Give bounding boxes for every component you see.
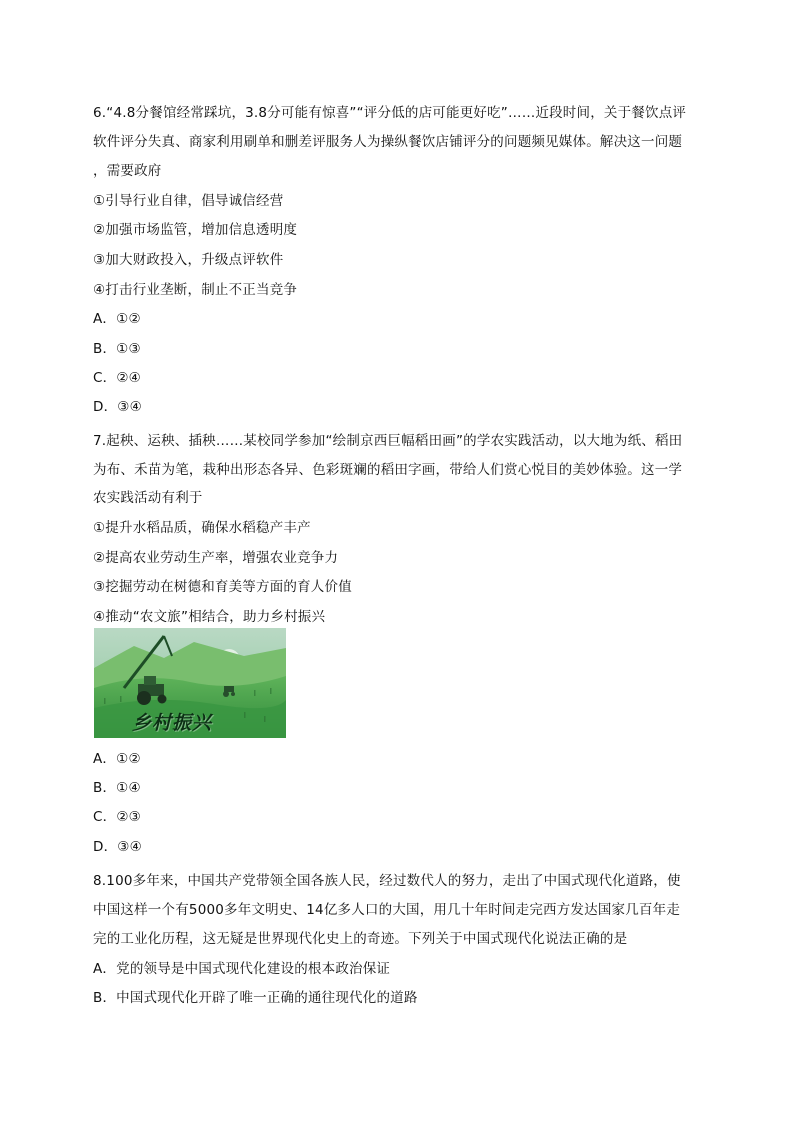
q6-item-2: ②加强市场监管，增加信息透明度: [93, 222, 298, 238]
q7-stem-line-3: 农实践活动有利于: [93, 490, 203, 506]
q8-stem-line-1: 8.100多年来，中国共产党带领全国各族人民，经过数代人的努力，走出了中国式现代化道路，使: [93, 873, 681, 889]
q7-option-c[interactable]: C．②③: [93, 809, 141, 825]
q7-option-d[interactable]: D．③④: [93, 839, 142, 855]
q8-option-a[interactable]: A．党的领导是中国式现代化建设的根本政治保证: [93, 961, 391, 977]
q7-item-3: ③挖掘劳动在树德和育美等方面的育人价值: [93, 579, 352, 595]
q6-option-a[interactable]: A．①②: [93, 311, 141, 327]
q6-item-4: ④打击行业垄断，制止不正当竞争: [93, 282, 298, 298]
q6-item-3: ③加大财政投入，升级点评软件: [93, 252, 284, 268]
q7-stem-line-2: 为布、禾苗为笔，栽种出形态各异、色彩斑斓的稻田字画，带给人们赏心悦目的美妙体验。这一学: [93, 462, 683, 478]
rural-revitalization-image: [94, 628, 286, 738]
q7-item-4: ④推动“农文旅”相结合，助力乡村振兴: [93, 609, 326, 625]
q8-stem-line-2: 中国这样一个有5000多年文明史、14亿多人口的大国，用几十年时间走完西方发达国家几百年走: [93, 902, 681, 918]
q6-option-c[interactable]: C．②④: [93, 370, 141, 386]
q6-stem-line-2: 软件评分失真、商家利用刷单和删差评服务人为操纵餐饮店铺评分的问题频见媒体。解决这一问题: [93, 134, 683, 150]
image-caption: 乡村振兴: [132, 712, 213, 734]
q6-item-1: ①引导行业自律，倡导诚信经营: [93, 193, 284, 209]
q7-item-1: ①提升水稻品质，确保水稻稳产丰产: [93, 520, 311, 536]
q6-stem-line-3: ，需要政府: [93, 163, 162, 179]
q6-option-d[interactable]: D．③④: [93, 399, 142, 415]
q7-option-a[interactable]: A．①②: [93, 751, 141, 767]
q6-stem-line-1: 6.“4.8分餐馆经常踩坑，3.8分可能有惊喜”“评分低的店可能更好吃”……近段时间，关于餐饮点评: [93, 105, 687, 121]
q7-stem-line-1: 7.起秧、运秧、插秧……某校同学参加“绘制京西巨幅稻田画”的学农实践活动，以大地为纸、稻田: [93, 433, 683, 449]
q8-option-b[interactable]: B．中国式现代化开辟了唯一正确的通往现代化的道路: [93, 990, 418, 1006]
q8-stem-line-3: 完的工业化历程，这无疑是世界现代化史上的奇迹。下列关于中国式现代化说法正确的是: [93, 931, 628, 947]
q6-option-b[interactable]: B．①③: [93, 341, 141, 357]
q7-option-b[interactable]: B．①④: [93, 780, 141, 796]
q7-item-2: ②提高农业劳动生产率，增强农业竞争力: [93, 550, 339, 566]
